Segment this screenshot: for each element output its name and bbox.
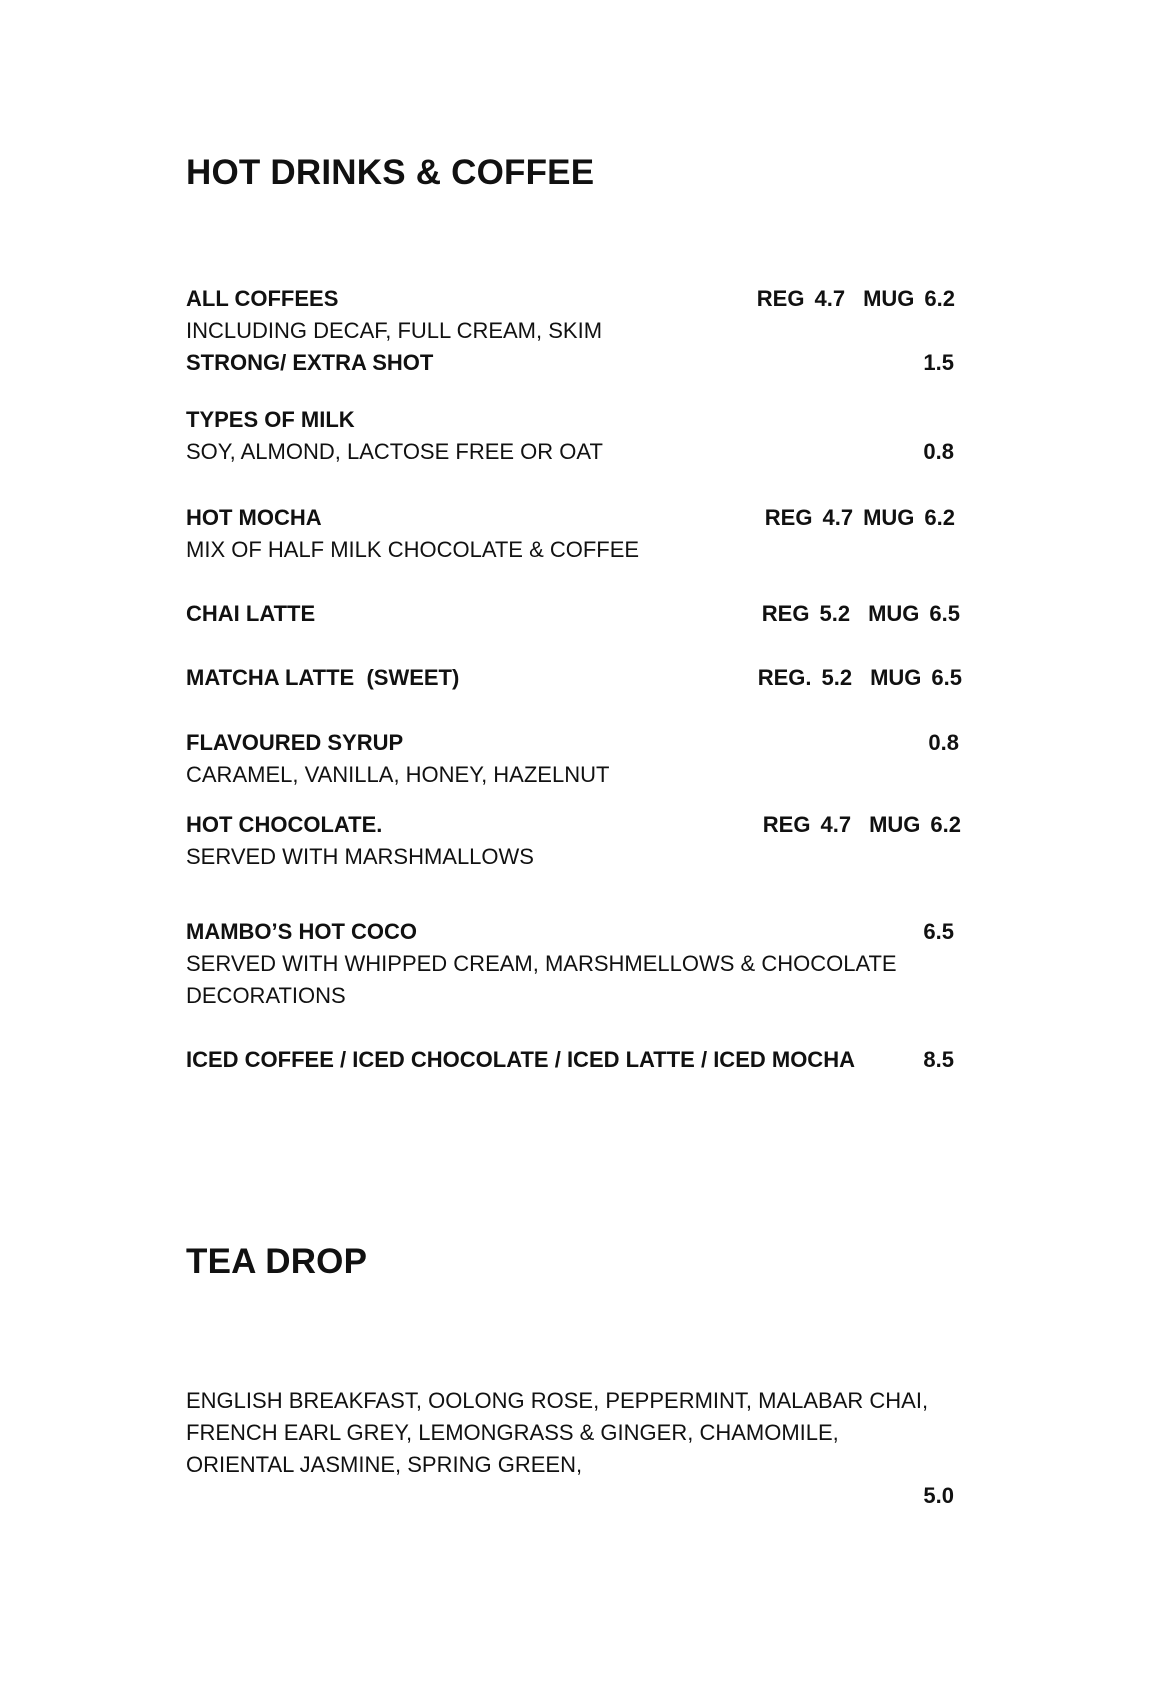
menu-item-name-iced: ICED COFFEE / ICED CHOCOLATE / ICED LATTE / ICED MOCHA bbox=[186, 1047, 855, 1072]
menu-item-desc-milk: SOY, ALMOND, LACTOSE FREE OR OAT bbox=[186, 439, 603, 464]
reg-price: 4.7 bbox=[814, 286, 846, 311]
menu-item-name-milk: TYPES OF MILK bbox=[186, 407, 355, 432]
menu-item-name-chai: CHAI LATTE bbox=[186, 601, 316, 626]
menu-item-desc-mocha: MIX OF HALF MILK CHOCOLATE & COFFEE bbox=[186, 537, 640, 562]
price-iced: 8.5 bbox=[923, 1047, 954, 1072]
reg-label: REG bbox=[762, 812, 811, 837]
mug-price: 6.5 bbox=[931, 665, 962, 690]
menu-item-desc-syrup: CARAMEL, VANILLA, HONEY, HAZELNUT bbox=[186, 762, 610, 787]
menu-item-name-all-coffees: ALL COFFEES bbox=[186, 286, 339, 311]
tea-list-line-2: FRENCH EARL GREY, LEMONGRASS & GINGER, CHAMOMILE, bbox=[186, 1420, 839, 1445]
mug-price: 6.2 bbox=[924, 505, 955, 530]
mug-price: 6.2 bbox=[924, 286, 955, 311]
reg-price: 4.7 bbox=[822, 505, 854, 530]
menu-item-desc-hot-chocolate: SERVED WITH MARSHMALLOWS bbox=[186, 844, 534, 869]
mug-price: 6.5 bbox=[929, 601, 960, 626]
reg-price: 5.2 bbox=[821, 665, 853, 690]
menu-item-name-hot-chocolate: HOT CHOCOLATE. bbox=[186, 812, 383, 837]
price-mocha bbox=[765, 505, 955, 531]
price-matcha bbox=[758, 665, 962, 691]
menu-item-name-mambo: MAMBO’S HOT COCO bbox=[186, 919, 417, 944]
menu-item-name-syrup: FLAVOURED SYRUP bbox=[186, 730, 404, 755]
reg-label: REG. bbox=[757, 665, 812, 690]
section-title-hot-drinks: HOT DRINKS & COFFEE bbox=[186, 153, 595, 192]
reg-label: REG bbox=[764, 505, 813, 530]
menu-item-name-extra-shot: STRONG/ EXTRA SHOT bbox=[186, 350, 434, 375]
mug-label: MUG bbox=[868, 601, 920, 626]
price-extra-shot: 1.5 bbox=[923, 350, 954, 375]
reg-price: 4.7 bbox=[820, 812, 852, 837]
reg-label: REG bbox=[756, 286, 805, 311]
price-syrup: 0.8 bbox=[928, 730, 959, 755]
reg-label: REG bbox=[761, 601, 810, 626]
mug-label: MUG bbox=[870, 665, 922, 690]
price-tea: 5.0 bbox=[923, 1483, 954, 1508]
price-all-coffees bbox=[757, 286, 955, 312]
price-chai bbox=[762, 601, 960, 627]
price-milk: 0.8 bbox=[923, 439, 954, 464]
price-mambo: 6.5 bbox=[923, 919, 954, 944]
menu-item-name-mocha: HOT MOCHA bbox=[186, 505, 322, 530]
mug-price: 6.2 bbox=[930, 812, 961, 837]
menu-item-name-matcha: MATCHA LATTE (SWEET) bbox=[186, 665, 460, 690]
reg-price: 5.2 bbox=[819, 601, 851, 626]
mug-label: MUG bbox=[863, 286, 915, 311]
price-hot-chocolate bbox=[763, 812, 961, 838]
mug-label: MUG bbox=[863, 505, 915, 530]
menu-item-desc-mambo-line2: DECORATIONS bbox=[186, 983, 346, 1008]
tea-list-line-3: ORIENTAL JASMINE, SPRING GREEN, bbox=[186, 1452, 583, 1477]
menu-item-desc-mambo-line1: SERVED WITH WHIPPED CREAM, MARSHMELLOWS & CHOCOLATE bbox=[186, 951, 897, 976]
menu-item-desc-all-coffees: INCLUDING DECAF, FULL CREAM, SKIM bbox=[186, 318, 603, 343]
mug-label: MUG bbox=[869, 812, 921, 837]
tea-list-line-1: ENGLISH BREAKFAST, OOLONG ROSE, PEPPERMINT, MALABAR CHAI, bbox=[186, 1388, 929, 1413]
section-title-tea-drop: TEA DROP bbox=[186, 1242, 368, 1281]
